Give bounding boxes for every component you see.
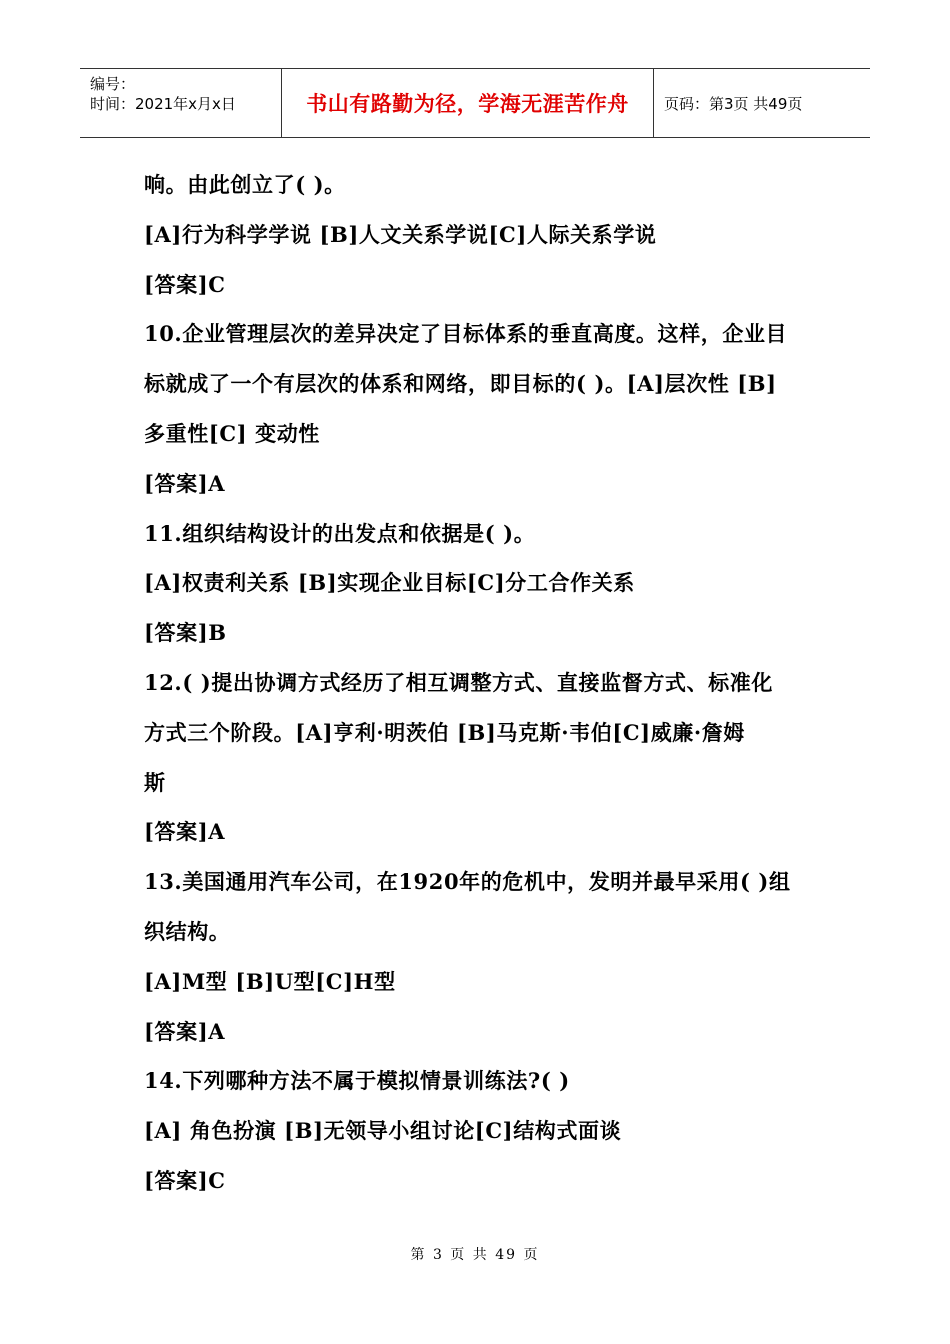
text-line: [答案]B xyxy=(144,620,227,646)
text-line: [A]权责利关系 [B]实现企业目标[C]分工合作关系 xyxy=(144,570,635,596)
document-number-label: 编号： xyxy=(90,75,136,93)
page-info-label: 页码：第3页 共49页 xyxy=(664,94,803,113)
page-header xyxy=(80,68,870,138)
text-line: 标就成了一个有层次的体系和网络，即目标的( )。[A]层次性 [B] xyxy=(144,371,777,397)
header-motto-cell xyxy=(282,69,654,137)
text-line: [A]行为科学学说 [B]人文关系学说[C]人际关系学说 xyxy=(144,221,657,247)
text-line: [答案]C xyxy=(144,271,226,297)
text-line: 多重性[C] 变动性 xyxy=(144,420,320,446)
text-line: 织结构。 xyxy=(144,918,231,944)
text-line: [A]M型 [B]U型[C]H型 xyxy=(144,968,396,994)
text-line: [答案]A xyxy=(144,1018,226,1044)
header-page-cell xyxy=(654,69,870,137)
text-line: 12.( )提出协调方式经历了相互调整方式、直接监督方式、标准化 xyxy=(144,669,773,695)
document-time-label: 时间：2021年x月x日 xyxy=(90,95,236,113)
motto-text: 书山有路勤为径，学海无涯苦作舟 xyxy=(306,92,629,116)
text-line: 11.组织结构设计的出发点和依据是( )。 xyxy=(144,520,536,546)
header-meta-cell xyxy=(80,69,282,137)
text-line: [答案]A xyxy=(144,819,226,845)
text-line: 14.下列哪种方法不属于模拟情景训练法?( ) xyxy=(144,1068,570,1094)
text-line: [答案]C xyxy=(144,1167,226,1193)
text-line: [A] 角色扮演 [B]无领导小组讨论[C]结构式面谈 xyxy=(144,1118,622,1144)
page-footer: 第 3 页 共 49 页 xyxy=(410,1247,540,1263)
text-line: 斯 xyxy=(144,769,166,795)
document-body xyxy=(144,160,824,1206)
text-line: 10.企业管理层次的差异决定了目标体系的垂直高度。这样，企业目 xyxy=(144,321,788,347)
text-line: 13.美国通用汽车公司，在1920年的危机中，发明并最早采用( )组 xyxy=(144,869,791,895)
text-line: [答案]A xyxy=(144,470,226,496)
text-line: 响。由此创立了( )。 xyxy=(144,172,346,197)
text-line: 方式三个阶段。[A]亨利·明茨伯 [B]马克斯·韦伯[C]威廉·詹姆 xyxy=(144,719,746,745)
